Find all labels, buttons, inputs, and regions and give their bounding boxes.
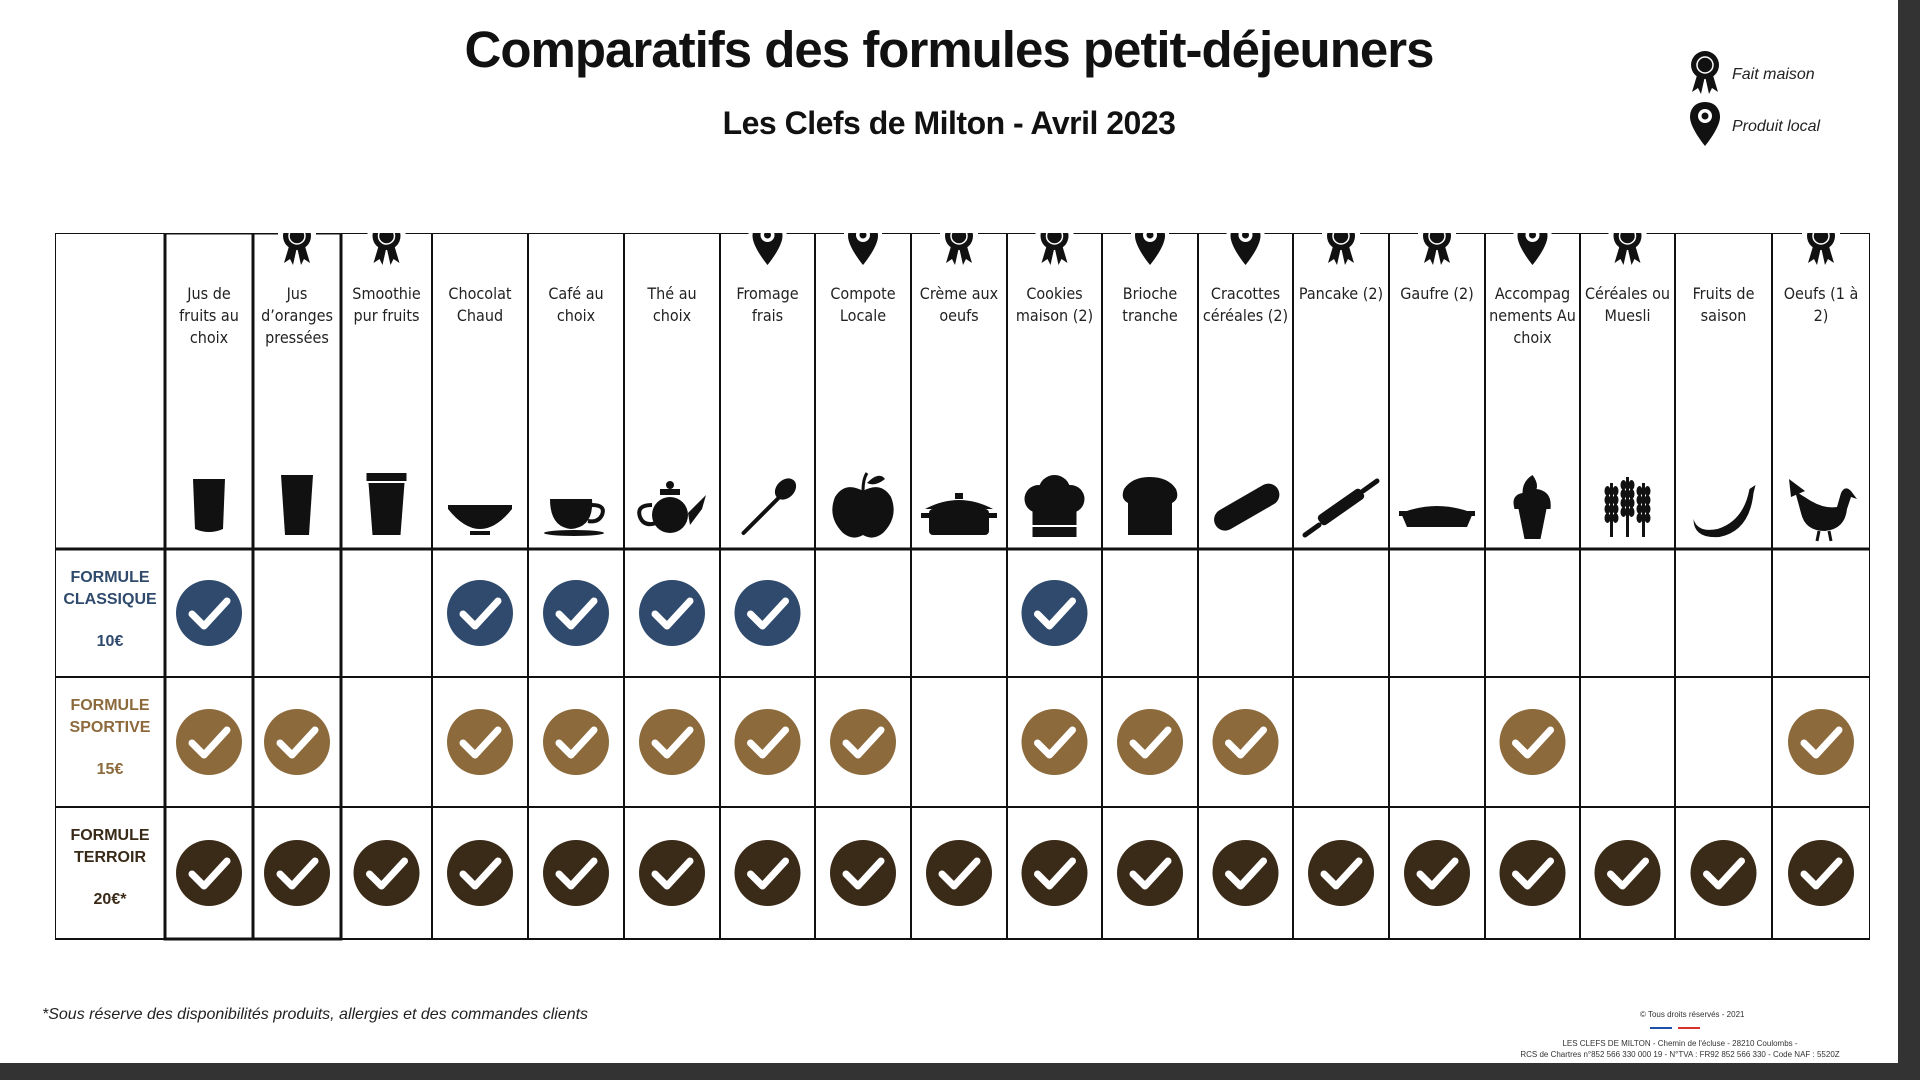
check-mark — [176, 709, 242, 775]
check-mark — [447, 709, 513, 775]
check-mark — [1595, 840, 1661, 906]
formula-price: 10€ — [96, 633, 124, 650]
column-header: Crème aux oeufs — [919, 284, 999, 325]
check-mark — [1022, 709, 1088, 775]
rosette-icon — [1688, 48, 1722, 101]
rosette-icon — [368, 233, 406, 269]
bread-slice-icon — [1123, 477, 1178, 535]
check-mark — [447, 580, 513, 646]
column-header: Gaufre (2) — [1400, 284, 1474, 303]
formula-price: 20€* — [93, 891, 127, 908]
legend-fait-maison — [1688, 48, 1815, 101]
apple-icon — [832, 473, 893, 538]
column-header: Smoothie pur fruits — [352, 284, 421, 325]
location-pin-icon — [749, 233, 787, 269]
check-mark — [1213, 840, 1279, 906]
formula-name-line1: FORMULE — [70, 697, 150, 714]
formula-name-line1: FORMULE — [70, 569, 150, 586]
check-mark — [1117, 709, 1183, 775]
location-pin-icon — [1227, 233, 1265, 269]
check-mark — [176, 580, 242, 646]
ice-cream-icon — [1514, 475, 1551, 539]
legal-line-1: LES CLEFS DE MILTON - Chemin de l'écluse - 28210 Coulombs - — [1562, 1039, 1798, 1048]
casserole-icon — [921, 493, 997, 535]
legend-fait-maison-label: Fait maison — [1732, 65, 1815, 83]
check-mark — [830, 709, 896, 775]
legend-produit-local — [1688, 100, 1820, 153]
check-mark — [1788, 840, 1854, 906]
spoon-icon — [744, 474, 801, 533]
check-mark — [639, 580, 705, 646]
check-mark — [1691, 840, 1757, 906]
location-pin-icon — [844, 233, 882, 269]
baguette-icon — [1210, 480, 1283, 535]
column-header: Pancake (2) — [1298, 284, 1384, 303]
bowl-icon — [448, 505, 512, 535]
check-mark — [543, 709, 609, 775]
rosette-icon — [940, 233, 978, 269]
column-header: Cookies maison (2) — [1015, 284, 1094, 325]
check-mark — [1117, 840, 1183, 906]
wheat-icon — [1605, 477, 1651, 537]
check-mark — [1022, 580, 1088, 646]
flag-line-red — [1678, 1027, 1700, 1029]
column-header: Accompag nements Au choix — [1489, 284, 1576, 347]
check-mark — [639, 709, 705, 775]
check-mark — [264, 709, 330, 775]
column-header: Jus d’oranges pressées — [261, 284, 333, 347]
column-header: Thé au choix — [647, 284, 697, 325]
check-mark — [543, 840, 609, 906]
check-mark — [1788, 709, 1854, 775]
formula-name-line1: FORMULE — [70, 827, 150, 844]
column-header: Céréales ou Muesli — [1584, 284, 1670, 325]
check-mark — [1404, 840, 1470, 906]
check-mark — [926, 840, 992, 906]
tumbler-glass-icon — [193, 479, 225, 532]
column-header: Oeufs (1 à 2) — [1783, 284, 1859, 325]
column-header: Fromage frais — [736, 284, 799, 325]
legend-produit-local-label: Produit local — [1732, 117, 1821, 135]
check-mark — [735, 709, 801, 775]
formula-name-line2: CLASSIQUE — [63, 591, 157, 608]
rosette-icon — [1322, 233, 1360, 269]
column-header: Compote Locale — [830, 284, 896, 325]
formula-price: 15€ — [96, 761, 124, 778]
formula-label — [55, 695, 165, 781]
location-pin-icon — [1688, 100, 1722, 153]
takeaway-cup-icon — [367, 473, 407, 535]
location-pin-icon — [1131, 233, 1169, 269]
formula-label — [55, 567, 165, 653]
chef-hat-icon — [1025, 475, 1085, 537]
check-mark — [830, 840, 896, 906]
check-mark — [639, 840, 705, 906]
rosette-icon — [278, 233, 316, 269]
location-pin-icon — [1514, 233, 1552, 269]
check-mark — [1308, 840, 1374, 906]
check-mark — [1500, 709, 1566, 775]
footnote: *Sous réserve des disponibilités produits, allergies et des commandes clients — [42, 1006, 589, 1023]
check-mark — [735, 840, 801, 906]
page-title: Comparatifs des formules petit-déjeuners — [464, 21, 1434, 78]
check-mark — [1213, 709, 1279, 775]
column-header: Café au choix — [548, 284, 604, 325]
check-mark — [354, 840, 420, 906]
formula-name-line2: SPORTIVE — [69, 719, 151, 736]
column-header: Fruits de saison — [1692, 284, 1755, 325]
formula-name-line2: TERROIR — [74, 849, 146, 866]
column-header: Chocolat Chaud — [448, 284, 512, 325]
check-mark — [543, 580, 609, 646]
pie-icon — [1399, 506, 1475, 527]
rosette-icon — [1036, 233, 1074, 269]
column-header: Brioche tranche — [1122, 284, 1178, 325]
page-subtitle: Les Clefs de Milton - Avril 2023 — [722, 105, 1176, 141]
banana-icon — [1694, 485, 1756, 537]
flag-line-blue — [1650, 1027, 1672, 1029]
tall-glass-icon — [281, 475, 313, 535]
check-mark — [176, 840, 242, 906]
legal-line-2: RCS de Chartres n°852 566 330 000 19 - N°TVA : FR92 852 566 330 - Code NAF : 5520Z — [1520, 1050, 1840, 1059]
rosette-icon — [1609, 233, 1647, 269]
rosette-icon — [1802, 233, 1840, 269]
column-header: Jus de fruits au choix — [179, 284, 239, 347]
column-header: Cracottes céréales (2) — [1202, 284, 1289, 325]
teapot-icon — [639, 481, 706, 533]
check-mark — [447, 840, 513, 906]
hen-icon — [1789, 479, 1857, 541]
legal-info — [1460, 1038, 1900, 1060]
formula-label — [55, 825, 165, 911]
check-mark — [264, 840, 330, 906]
check-mark — [1022, 840, 1088, 906]
coffee-cup-icon — [544, 499, 604, 536]
rolling-pin-icon — [1305, 481, 1377, 535]
check-mark — [735, 580, 801, 646]
rosette-icon — [1418, 233, 1456, 269]
check-mark — [1500, 840, 1566, 906]
copyright: © Tous droits réservés - 2021 — [1640, 1010, 1745, 1019]
